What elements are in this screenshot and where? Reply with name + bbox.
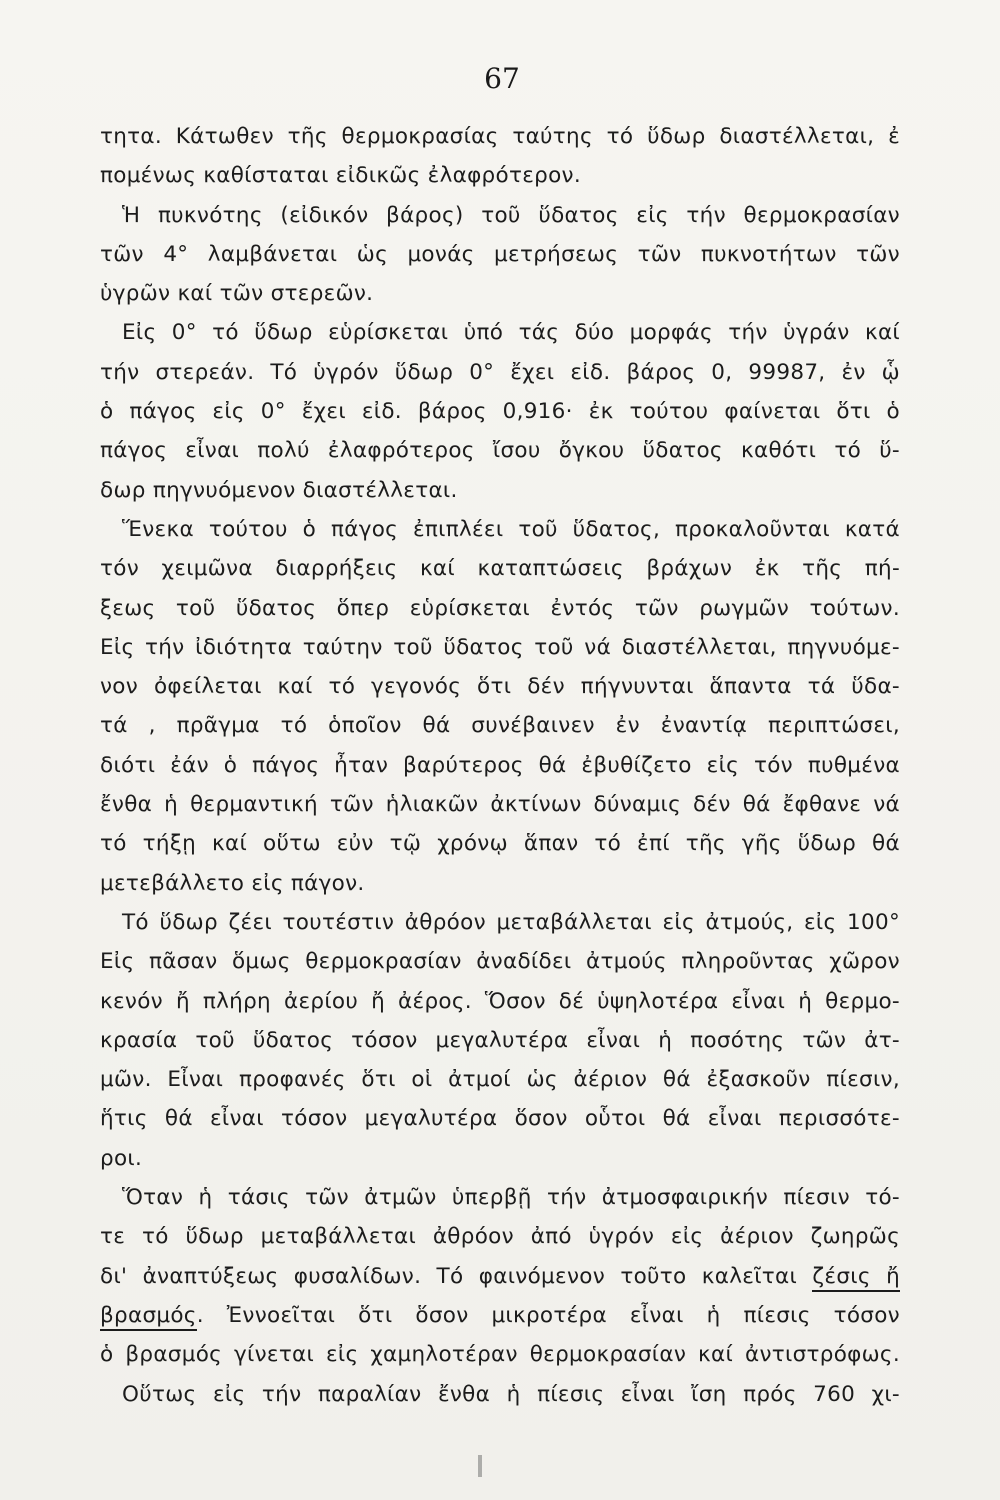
text-line: Εἰς 0° τό ὕδωρ εὑρίσκεται ὑπό τάς δύο μορφάς τήν ὑγράν καί [122, 320, 900, 346]
text-line: ἥτις θά εἶναι τόσον μεγαλυτέρα ὅσον οὗτοι θά εἶναι περισσότε- [100, 1106, 900, 1132]
text-line: τόν χειμῶνα διαρρήξεις καί καταπτώσεις βράχων ἐκ τῆς πή- [100, 556, 900, 582]
text-line: ἔνθα ἡ θερμαντική τῶν ἡλιακῶν ἀκτίνων δύναμις δέν θά ἔφθανε νά [100, 792, 900, 818]
text-line: διότι ἐάν ὁ πάγος ἦταν βαρύτερος θά ἐβυθίζετο εἰς τόν πυθμένα [100, 752, 900, 778]
text-line: μῶν. Εἶναι προφανές ὅτι οἱ ἀτμοί ὡς ἀέριον θά ἐξασκοῦν πίεσιν, [100, 1067, 900, 1093]
text-line: ὑγρῶν καί τῶν στερεῶν. [100, 281, 374, 307]
text-line: κενόν ἤ πλήρη ἀερίου ἤ ἀέρος. Ὅσον δέ ὑψηλοτέρα εἶναι ἡ θερμο- [100, 988, 900, 1014]
underlined-term: βρασμός [100, 1303, 197, 1331]
text-line: τήν στερεάν. Τό ὑγρόν ὕδωρ 0° ἔχει εἰδ. βάρος 0, 99987, ἐν ᾧ [100, 359, 900, 385]
text-line: Οὕτως εἰς τήν παραλίαν ἔνθα ἡ πίεσις εἶναι ἴση πρός 760 χι- [122, 1381, 900, 1407]
text-line: Ἡ πυκνότης (εἰδικόν βάρος) τοῦ ὕδατος εἰς τήν θερμοκρασίαν [122, 202, 900, 228]
text-line: Εἰς τήν ἰδιότητα ταύτην τοῦ ὕδατος τοῦ νά διαστέλλεται, πηγνυόμε- [100, 634, 900, 660]
handwritten-body-text [100, 117, 900, 1414]
text-line: δωρ πηγνυόμενον διαστέλλεται. [100, 477, 458, 503]
text-line: Εἰς πᾶσαν ὅμως θερμοκρασίαν ἀναδίδει ἀτμούς πληροῦντας χῶρον [100, 949, 900, 975]
text-line: ξεως τοῦ ὕδατος ὅπερ εὑρίσκεται ἐντός τῶν ρωγμῶν τούτων. [100, 595, 900, 621]
text-line-with-term [100, 1257, 900, 1296]
text-line: Ὅταν ἡ τάσις τῶν ἀτμῶν ὑπερβῇ τήν ἀτμοσφαιρικήν πίεσιν τό- [122, 1185, 900, 1211]
text-line: ὁ βρασμός γίνεται εἰς χαμηλοτέραν θερμοκρασίαν καί ἀντιστρόφως. [100, 1342, 900, 1368]
text-line: ὁ πάγος εἰς 0° ἔχει εἰδ. βάρος 0,916· ἐκ τούτου φαίνεται ὅτι ὁ [100, 399, 900, 425]
text-line: Τό ὕδωρ ζέει τουτέστιν ἀθρόον μεταβάλλεται εἰς ἀτμούς, εἰς 100° [122, 909, 900, 935]
text-line: τε τό ὕδωρ μεταβάλλεται ἀθρόον ἀπό ὑγρόν εἰς ἀέριον ζωηρῶς [100, 1224, 900, 1250]
text-segment: . Ἐννοεῖται ὅτι ὅσον μικροτέρα εἶναι ἡ πίεσις τόσον [196, 1302, 900, 1328]
text-line-with-term [100, 1296, 900, 1335]
text-segment: δι' ἀναπτύξεως φυσαλίδων. Τό φαινόμενον τοῦτο καλεῖται [100, 1263, 798, 1289]
text-line: πομένως καθίσταται εἰδικῶς ἐλαφρότερον. [100, 163, 581, 189]
text-line: Ἕνεκα τούτου ὁ πάγος ἐπιπλέει τοῦ ὕδατος, προκαλοῦνται κατά [122, 516, 900, 542]
text-line: ροι. [100, 1145, 143, 1171]
page-mark [478, 1455, 482, 1477]
text-line: τό τήξῃ καί οὕτω εὐν τῷ χρόνῳ ἅπαν τό ἐπί τῆς γῆς ὕδωρ θά [100, 831, 900, 857]
text-line: τῶν 4° λαμβάνεται ὡς μονάς μετρήσεως τῶν πυκνοτήτων τῶν [100, 241, 900, 267]
text-line: τητα. Κάτωθεν τῆς θερμοκρασίας ταύτης τό ὕδωρ διαστέλλεται, ἐ [100, 124, 900, 149]
text-line: μετεβάλλετο εἰς πάγον. [100, 870, 365, 896]
text-line: κρασία τοῦ ὕδατος τόσον μεγαλυτέρα εἶναι ἡ ποσότης τῶν ἀτ- [100, 1027, 900, 1053]
underlined-term: ζέσις ἤ [812, 1264, 900, 1292]
text-line: πάγος εἶναι πολύ ἐλαφρότερος ἴσου ὄγκου ὕδατος καθότι τό ὕ- [100, 438, 900, 464]
text-line: νον ὀφείλεται καί τό γεγονός ὅτι δέν πήγνυνται ἅπαντα τά ὕδα- [100, 674, 900, 700]
page-number: 67 [484, 62, 520, 95]
text-line: τά , πρᾶγμα τό ὁποῖον θά συνέβαινεν ἐν ἐναντίᾳ περιπτώσει, [100, 713, 900, 739]
